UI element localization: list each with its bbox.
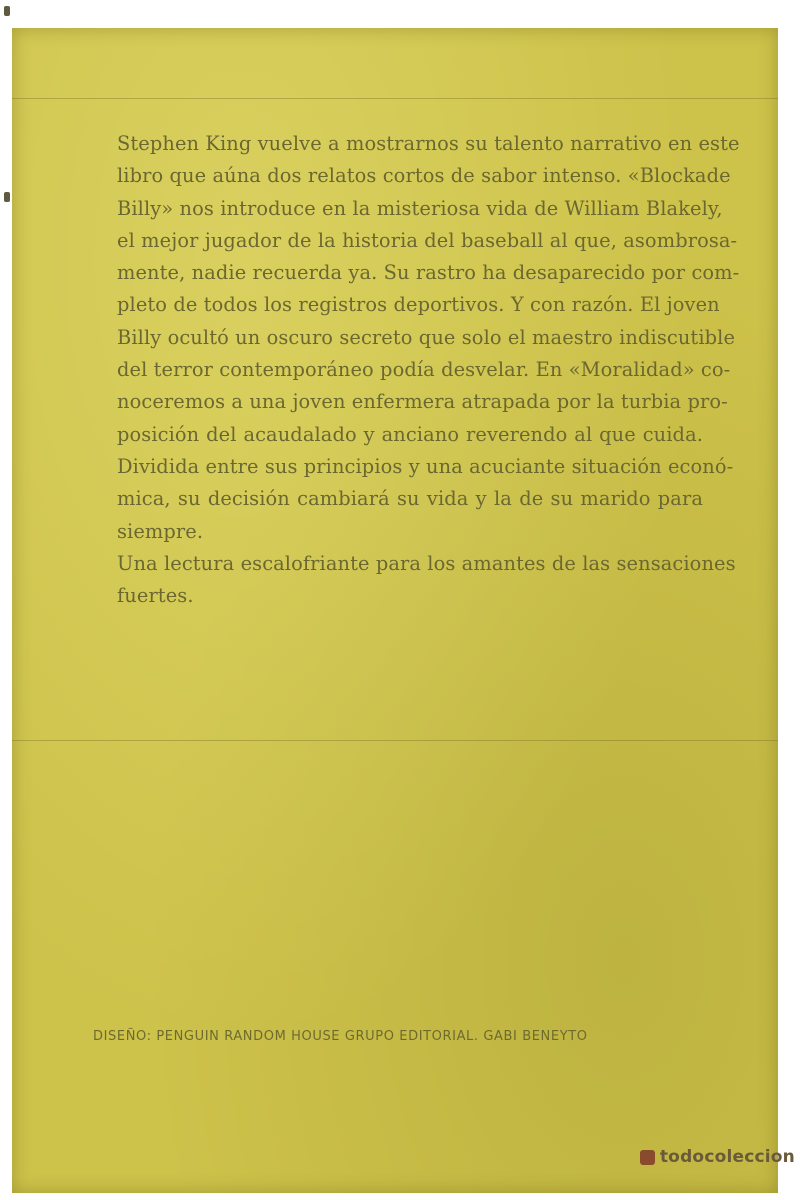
synopsis-line: siempre.: [117, 519, 204, 543]
cover-crease: [12, 98, 778, 99]
watermark-text: todocoleccion: [659, 1147, 795, 1167]
synopsis-line: noceremos a una joven enfermera atrapada por la turbia pro-: [117, 390, 728, 414]
synopsis-line: mica, su decisión cambiará su vida y la de su marido para: [117, 487, 703, 511]
synopsis-line: fuertes.: [117, 584, 194, 608]
synopsis-line: Dividida entre sus principios y una acuciante situación econó-: [117, 454, 734, 478]
synopsis-line: libro que aúna dos relatos cortos de sabor intenso. «Blockade: [117, 164, 731, 188]
synopsis-line: posición del acaudalado y anciano reverendo al que cuida.: [117, 422, 703, 446]
synopsis-line: del terror contemporáneo podía desvelar. En «Moralidad» co-: [117, 358, 731, 382]
design-credit: DISEÑO: PENGUIN RANDOM HOUSE GRUPO EDITORIAL. GABI BENEYTO: [93, 1029, 588, 1044]
synopsis-line: Stephen King vuelve a mostrarnos su talento narrativo en este: [117, 132, 740, 155]
synopsis-text: [117, 128, 740, 612]
edge-mark: [4, 6, 10, 16]
synopsis-line: Una lectura escalofriante para los amantes de las sensaciones: [117, 551, 736, 575]
cover-crease: [12, 740, 778, 741]
synopsis-line: pleto de todos los registros deportivos. Y con razón. El joven: [117, 293, 720, 317]
synopsis-line: mente, nadie recuerda ya. Su rastro ha desaparecido por com-: [117, 261, 740, 285]
synopsis-line: el mejor jugador de la historia del baseball al que, asombrosa-: [117, 228, 738, 252]
synopsis-line: Billy» nos introduce en la misteriosa vida de William Blakely,: [117, 196, 723, 220]
watermark-logo-icon: [640, 1150, 655, 1165]
edge-mark: [4, 192, 10, 202]
site-watermark: [640, 1147, 795, 1167]
synopsis-line: Billy ocultó un oscuro secreto que solo el maestro indiscutible: [117, 325, 736, 349]
